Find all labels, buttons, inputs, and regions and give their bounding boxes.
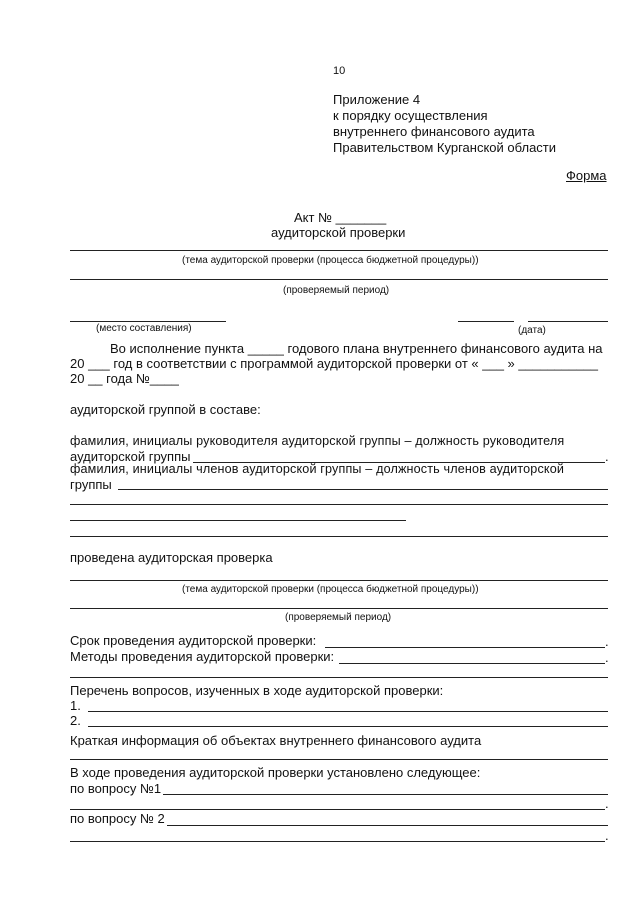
findings-heading: В ходе проведения аудиторской проверки установлено следующее: [70,765,481,780]
leader-line-2: аудиторской группы [70,449,191,464]
intro-line-2: 20 ___ год в соответствии с программой аудиторской проверки от « ___ » ___________ [70,356,598,371]
findings-q2-line [167,825,608,826]
topic-hint: (тема аудиторской проверки (процесса бюджетной процедуры)) [182,255,479,266]
leader-line-end: . [605,449,609,464]
members-extra-line-3 [70,536,608,537]
methods-line-end: . [605,650,609,665]
findings-q2-extra-line [70,841,605,842]
date-line-2 [528,321,608,322]
findings-q1-line-end: . [605,796,609,811]
leader-line-1: фамилия, инициалы руководителя аудиторской группы – должность руководителя [70,434,565,448]
methods-extra-line [70,677,608,678]
methods-fill-line [339,663,605,664]
members-line-1: фамилия, инициалы членов аудиторской группы – должность членов аудиторской [70,462,565,476]
period-line [70,279,608,280]
term-label: Срок проведения аудиторской проверки: [70,633,317,648]
form-label: Форма [566,168,607,183]
period-hint: (проверяемый период) [283,285,390,296]
appendix-line-2: к порядку осуществления [333,108,488,123]
intro-line-3: 20 __ года №____ [70,371,179,386]
question-item-2: 2. [70,713,81,728]
appendix-line-4: Правительством Курганской области [333,140,557,155]
brief-info-line [70,759,608,760]
members-extra-line-1 [70,504,608,505]
findings-q1-extra-line [70,809,605,810]
term-fill-line [325,647,605,648]
intro-line-1: Во исполнение пункта _____ годового плана внутреннего финансового аудита на [110,341,603,356]
act-subtitle: аудиторской проверки [271,225,406,240]
methods-label: Методы проведения аудиторской проверки: [70,649,335,664]
brief-info: Краткая информация об объектах внутреннего финансового аудита [70,733,482,748]
page-number: 10 [333,65,346,77]
question-2-line [88,726,608,727]
date-hint: (дата) [518,325,546,336]
findings-q1-label: по вопросу №1 [70,781,162,796]
findings-q2-label: по вопросу № 2 [70,811,165,826]
period2-line [70,608,608,609]
questions-heading: Перечень вопросов, изученных в ходе аудиторской проверки: [70,683,444,698]
place-hint: (место составления) [96,323,192,334]
place-line [70,321,226,322]
period2-hint: (проверяемый период) [285,612,392,623]
topic2-hint: (тема аудиторской проверки (процесса бюджетной процедуры)) [182,584,479,595]
group-text: аудиторской группой в составе: [70,402,261,417]
act-title: Акт № _______ [294,210,387,225]
findings-q2-line-end: . [605,828,609,843]
members-line-2: группы [70,477,112,492]
date-line-1 [458,321,514,322]
members-fill-line [118,489,608,490]
question-1-line [88,711,608,712]
question-item-1: 1. [70,698,81,713]
findings-q1-line [163,794,608,795]
appendix-line-1: Приложение 4 [333,92,421,107]
conducted-text: проведена аудиторская проверка [70,550,273,565]
topic2-line [70,580,608,581]
appendix-line-3: внутреннего финансового аудита [333,124,535,139]
term-line-end: . [605,634,609,649]
members-extra-line-2 [70,520,406,521]
topic-line [70,250,608,251]
